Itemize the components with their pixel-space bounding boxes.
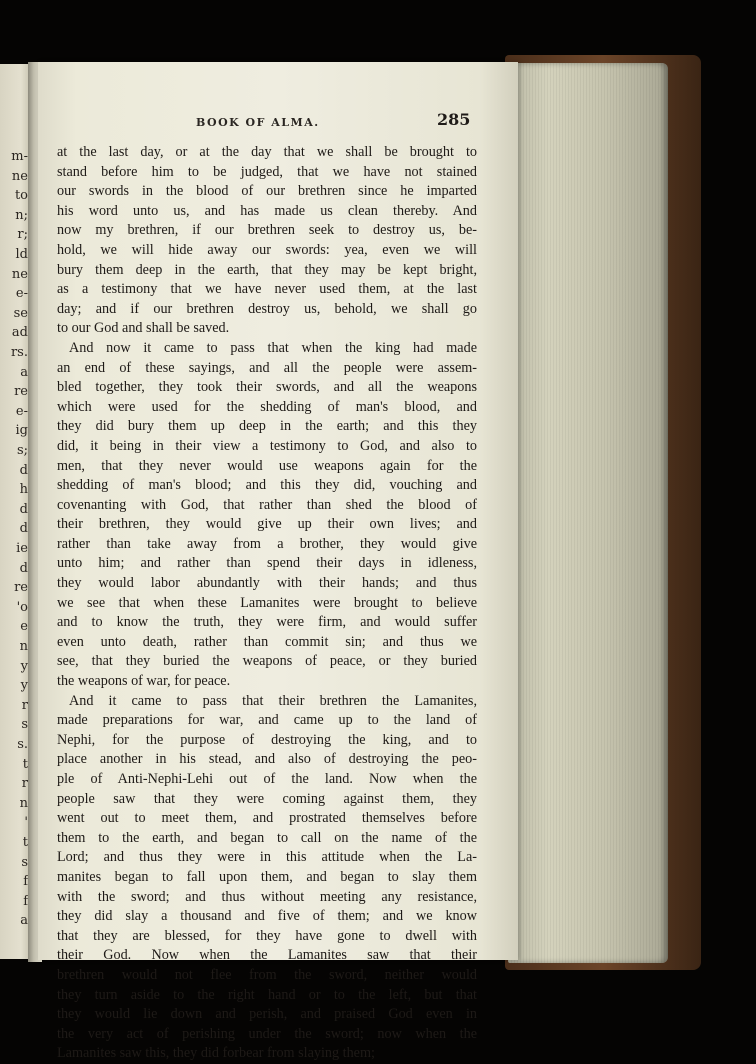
text-line: the weapons of war, for peace. [57,673,231,690]
text-line: day; and if our brethren destroy us, behold, we shall go [57,300,477,317]
left-page-text-fragment: r; [17,227,28,243]
left-page-fragment [0,64,30,959]
left-page-text-fragment: f [23,874,28,890]
text-line: And now it came to pass that when the king had made [69,339,477,356]
left-page-text-fragment: re [14,384,28,400]
left-page-text-fragment: ld [15,247,28,262]
text-line: hold, we will hide away our swords: yea, even we will [57,241,477,258]
left-page-text-fragment: ig [15,423,28,439]
left-page-text-fragment: r [21,697,28,713]
text-line: rather than take away from a brother, they would give [57,535,477,552]
text-line: shedding of man's blood; and this they did, vouching and [57,477,477,494]
text-line: unto him; and rather than spend their days in idleness, [57,555,477,572]
left-page-text-fragment: re [14,580,28,596]
left-page-text-fragment: d [19,501,28,517]
text-line: Nephi, for the purpose of destroying the king, and to [57,731,477,748]
left-page-text-fragment: e [20,619,28,635]
text-line: Lamanites saw this, they did forbear from slaying them; [57,1045,375,1062]
left-page-text-fragment: n [19,795,28,811]
left-page-text-fragment: n [19,639,28,654]
page-fore-edge [508,63,668,963]
left-page-text-fragment: s; [16,443,28,458]
text-line: their brethren, they would give up their own lives; and [57,516,477,533]
left-page-text-fragment: se [13,305,28,321]
left-page-text-fragment: e- [15,403,28,419]
left-page-text-fragment: s. [17,737,28,752]
text-line: And it came to pass that their brethren the Lamanites, [69,692,477,709]
text-line: their God. Now when the Lamanites saw that their [57,947,477,964]
text-line: bury them deep in the earth, that they may be kept bright, [57,261,477,278]
text-line: they turn aside to the right hand or to the left, but that [57,986,477,1003]
text-line: brethren would not flee from the sword, neither would [57,966,477,983]
left-page-text-fragment: e- [15,286,28,302]
text-line: which were used for the shedding of man's blood, and [57,398,477,415]
text-line: ple of Anti-Nephi-Lehi out of the land. Now when the [57,771,477,787]
text-line: our swords in the blood of our brethren since he imparted [57,183,477,200]
left-page-text-fragment: y [20,658,28,674]
left-page-text-fragment: t [22,756,28,772]
page-body-text [57,143,477,1064]
text-line: with the sword; and thus without meeting any resistance, [57,888,477,905]
text-line: they did bury them up deep in the earth; and this they [57,418,477,435]
text-line: they did slay a thousand and five of them; and we know [57,908,477,925]
left-page-text-fragment: r [21,776,28,792]
running-head-title: BOOK OF ALMA. [196,116,320,129]
text-line: place another in his stead, and also of destroying the peo- [57,751,477,768]
text-line: went out to meet them, and prostrated themselves before [57,810,477,827]
text-line: even unto death, rather than commit sin; and thus we [57,633,477,650]
left-page-text-fragment: 'o [16,599,28,615]
left-page-text-fragment: a [20,913,28,929]
left-page-text-fragment: ' [24,815,28,831]
text-line: his word unto us, and has made us clean thereby. And [57,202,477,219]
left-page-text-fragment: rs. [10,345,28,360]
left-page-text-fragment: ne [11,266,28,282]
text-line: now my brethren, if our brethren seek to destroy us, be- [57,222,477,239]
left-page-text-fragment: to [14,188,28,204]
text-line: did, it being in their view a testimony to God, and also to [57,437,477,454]
left-page-text-fragment: d [19,521,28,537]
text-line: we see that when these Lamanites were brought to believe [57,594,477,611]
text-line: people saw that they were coming against them, they [57,790,477,807]
text-line: and to know the truth, they were firm, and would suffer [57,614,477,631]
left-page-text-fragment: f [23,893,28,909]
text-line: to our God and shall be saved. [57,320,230,337]
left-page-text-fragment: a [20,364,28,380]
left-page-text-fragment: m- [11,149,28,164]
left-page-text-fragment: d [19,560,28,576]
text-line: manites began to fall upon them, and began to slay them [57,868,477,885]
text-line: stand before him to be judged, that we have not stained [57,163,477,180]
left-page-text-fragment: n; [15,207,28,223]
text-line: an end of these sayings, and all the people were assem- [57,359,477,376]
page-number: 285 [437,110,471,129]
text-line: the very act of perishing under the sword; now when the [57,1025,477,1042]
text-line: covenanting with God, that rather than shed the blood of [57,496,477,513]
text-line: made preparations for war, and came up to the land of [57,712,477,729]
text-line: bled together, they took their swords, and all the weapons [57,379,477,396]
left-page-text-fragment: t [22,835,28,850]
text-line: they would labor abundantly with their hands; and thus [57,575,477,592]
text-line: see, that they buried the weapons of peace, or they buried [57,653,477,670]
text-line: that they are blessed, for they have gone to dwell with [57,927,477,944]
left-page-text-fragment: d [19,462,28,478]
left-page-text-fragment: s [21,854,28,870]
text-line: them to the earth, and began to call on the name of the [57,829,477,846]
text-line: at the last day, or at the day that we shall be brought to [57,144,477,160]
left-page-text-fragment: ad [11,325,28,341]
left-page-text-fragment: ie [16,541,28,556]
left-page-text-fragment: h [19,482,28,498]
left-page-text-fragment: y [20,678,28,694]
left-page-text-fragment: s [21,717,28,733]
text-line: Lord; and thus they were in this attitude when the La- [57,849,477,866]
left-page-text-fragment: ne [11,168,28,184]
text-line: they would lie down and perish, and praised God even in [57,1006,477,1023]
text-line: men, that they never would use weapons again for the [57,457,477,474]
text-line: as a testimony that we have never used them, at the last [57,281,477,298]
